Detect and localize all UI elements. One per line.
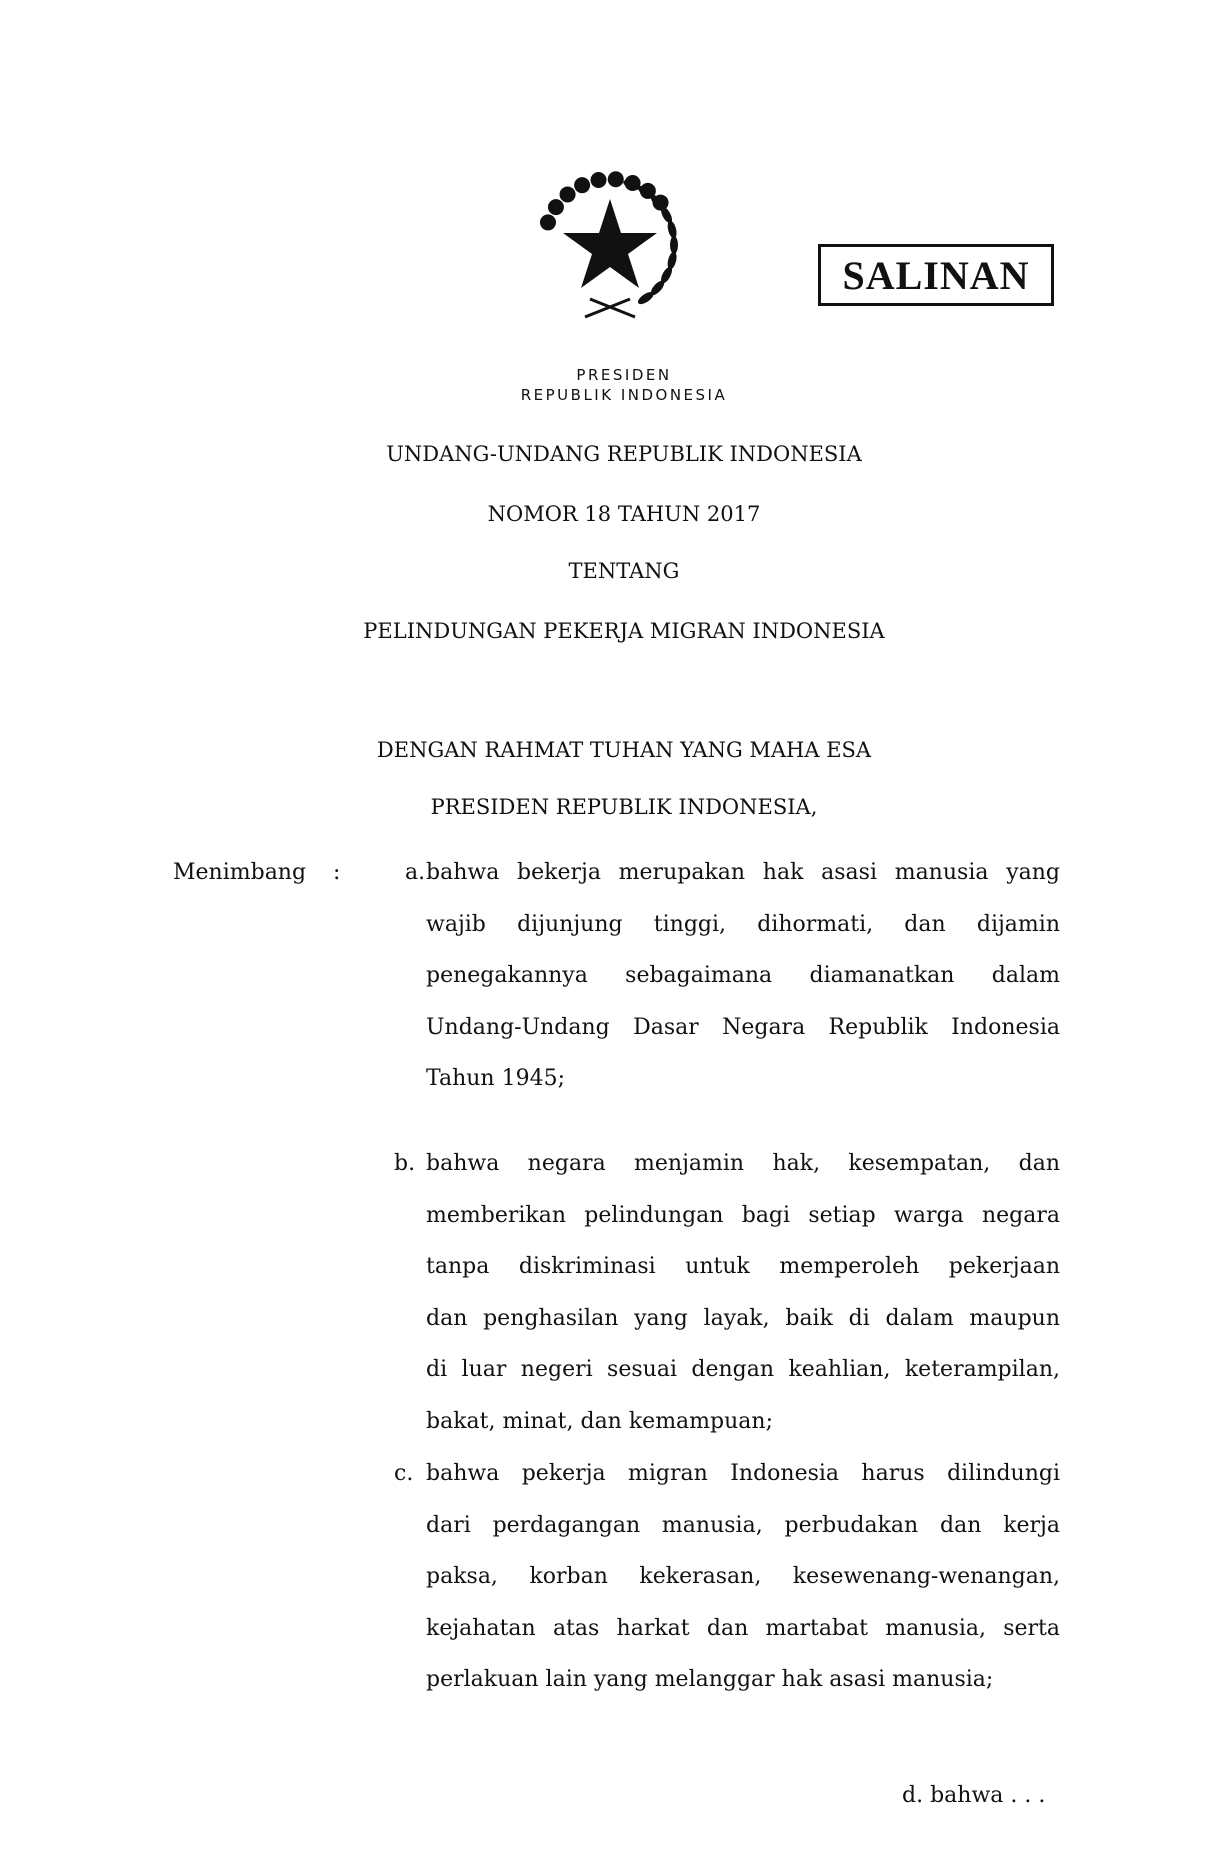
item-line: bakat, minat, dan kemampuan; bbox=[426, 1408, 773, 1434]
item-line: bahwa pekerja migran Indonesia harus dilindungi bbox=[426, 1461, 1060, 1486]
item-line: Undang-Undang Dasar Negara Republik Indonesia bbox=[426, 1014, 1060, 1040]
considerations-colon: : bbox=[333, 860, 341, 885]
item-line: bahwa negara menjamin hak, kesempatan, dan bbox=[426, 1151, 1060, 1176]
item-marker: a. bbox=[405, 860, 426, 885]
salinan-stamp: SALINAN bbox=[818, 244, 1054, 306]
item-line: perlakuan lain yang melanggar hak asasi manusia; bbox=[426, 1667, 994, 1692]
item-line: tanpa diskriminasi untuk memperoleh pekerjaan bbox=[426, 1254, 1060, 1279]
item-line: dan penghasilan yang layak, baik di dalam maupun bbox=[426, 1305, 1060, 1331]
item-line: wajib dijunjung tinggi, dihormati, dan dijamin bbox=[426, 911, 1060, 937]
item-line: memberikan pelindungan bagi setiap warga negara bbox=[426, 1202, 1060, 1228]
emblem-caption-presiden: PRESIDEN bbox=[576, 366, 672, 384]
item-line: kejahatan atas harkat dan martabat manusia, serta bbox=[426, 1615, 1060, 1641]
considerations-label: Menimbang bbox=[173, 860, 307, 885]
item-line: dari perdagangan manusia, perbudakan dan kerja bbox=[426, 1512, 1060, 1538]
emblem-caption-republik: REPUBLIK INDONESIA bbox=[520, 386, 728, 404]
law-subject: PELINDUNGAN PEKERJA MIGRAN INDONESIA bbox=[363, 619, 885, 643]
law-number: NOMOR 18 TAHUN 2017 bbox=[487, 502, 761, 526]
item-marker: b. bbox=[394, 1151, 416, 1176]
presidential-emblem bbox=[530, 167, 690, 327]
item-marker: c. bbox=[394, 1461, 414, 1486]
law-about: TENTANG bbox=[568, 559, 680, 583]
issuer: PRESIDEN REPUBLIK INDONESIA, bbox=[430, 795, 818, 819]
item-line: bahwa bekerja merupakan hak asasi manusia yang bbox=[426, 860, 1060, 885]
item-line: di luar negeri sesuai dengan keahlian, keterampilan, bbox=[426, 1357, 1060, 1382]
invocation: DENGAN RAHMAT TUHAN YANG MAHA ESA bbox=[376, 738, 872, 762]
item-line: Tahun 1945; bbox=[426, 1066, 565, 1091]
item-line: paksa, korban kekerasan, kesewenang-wenangan, bbox=[426, 1564, 1060, 1589]
page-continuation: d. bahwa . . . bbox=[902, 1783, 1046, 1808]
star-wreath-icon bbox=[530, 167, 690, 327]
law-title: UNDANG-UNDANG REPUBLIK INDONESIA bbox=[386, 442, 862, 466]
item-line: penegakannya sebagaimana diamanatkan dalam bbox=[426, 963, 1060, 988]
